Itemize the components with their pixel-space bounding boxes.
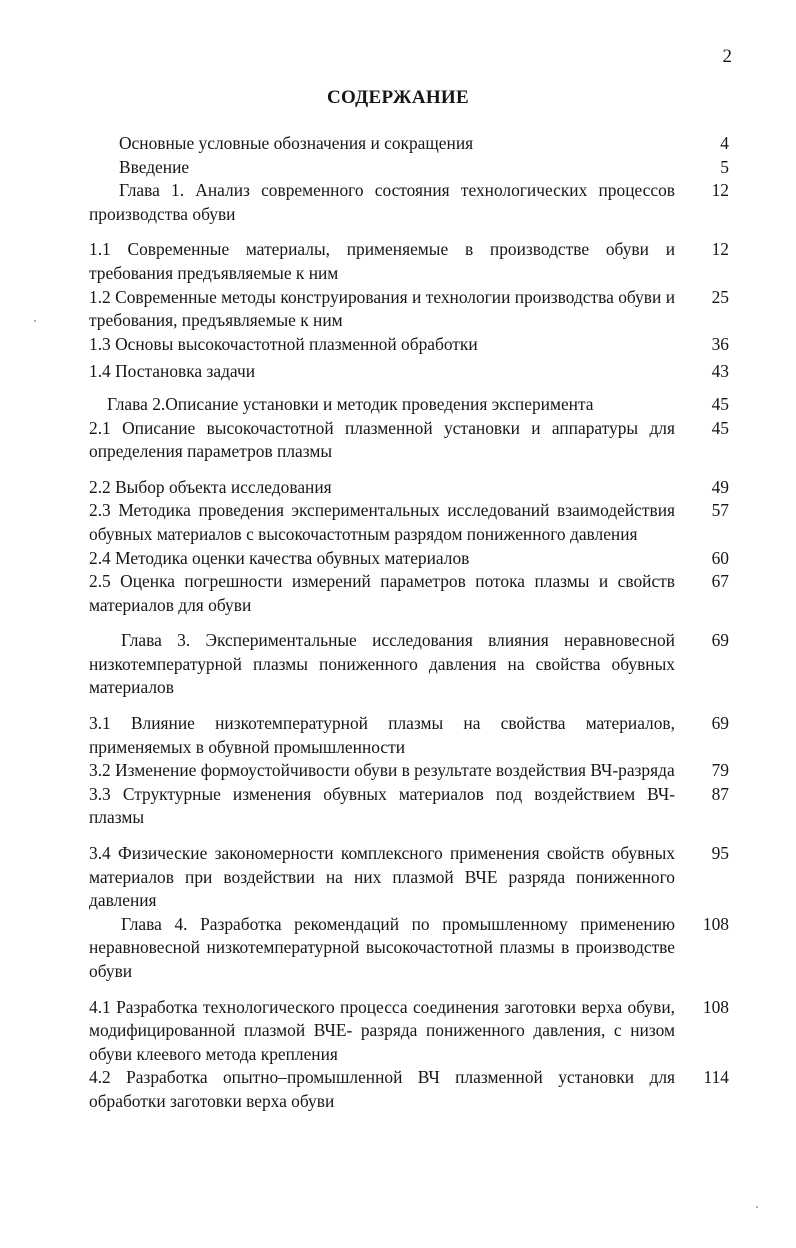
toc-entry-text: 1.1 Современные материалы, применяемые в производстве обуви и требования предъявляемые к ним [89, 239, 675, 283]
toc-entry-page: 79 [711, 760, 729, 781]
toc-entry-3-4 [89, 842, 729, 913]
toc-entry-introduction [89, 156, 729, 180]
table-of-contents [89, 132, 729, 1114]
toc-entry-page: 67 [711, 571, 729, 592]
toc-entry-page: 36 [711, 333, 729, 354]
scan-speck [34, 320, 36, 322]
toc-entry-page: 69 [711, 713, 729, 734]
toc-entry-4-2 [89, 1066, 729, 1113]
toc-entry-page: 5 [720, 156, 729, 177]
toc-entry-2-3 [89, 499, 729, 546]
toc-entry-1-3 [89, 333, 729, 357]
toc-entry-text: 2.1 Описание высокочастотной плазменной установки и аппаратуры для определения параметров плазмы [89, 417, 675, 462]
toc-entry-text: 2.4 Методика оценки качества обувных материалов [89, 547, 470, 568]
toc-entry-page: 114 [703, 1067, 729, 1088]
toc-entry-page: 49 [711, 476, 729, 497]
toc-entry-text: Основные условные обозначения и сокращения [119, 133, 474, 153]
toc-entry-text: Глава 4. Разработка рекомендаций по промышленному применению неравновесной низкотемпературной высокочастотной плазмы в производстве обуви [89, 913, 675, 981]
toc-entry-page: 12 [711, 180, 729, 201]
toc-entry-page: 108 [702, 996, 729, 1017]
toc-entry-text: 3.3 Структурные изменения обувных материалов под воздействием ВЧ-плазмы [89, 783, 675, 828]
toc-entry-chapter-1 [89, 179, 729, 226]
toc-entry-page: 4 [720, 133, 729, 153]
toc-entry-text: Глава 2.Описание установки и методик проведения эксперимента [107, 393, 594, 414]
page-number: 2 [722, 46, 732, 67]
toc-entry-text: Введение [119, 156, 190, 177]
page-title: СОДЕРЖАНИЕ [327, 87, 469, 108]
toc-entry-text: 3.1 Влияние низкотемпературной плазмы на свойства материалов, применяемых в обувной промышленности [89, 713, 675, 757]
toc-entry-abbreviations [89, 132, 729, 156]
toc-entry-2-5 [89, 570, 729, 617]
toc-entry-page: 45 [711, 393, 729, 414]
toc-entry-page: 108 [702, 913, 729, 934]
toc-entry-text: 2.2 Выбор объекта исследования [89, 476, 332, 497]
scan-speck [756, 1206, 758, 1208]
toc-entry-page: 25 [711, 286, 729, 307]
toc-entry-text: 4.1 Разработка технологического процесса соединения заготовки верха обуви, модифицированной плазмой ВЧЕ- разряда пониженного давления, с низом обуви клеевого метода крепления [89, 996, 675, 1064]
toc-entry-chapter-4 [89, 913, 729, 984]
toc-entry-text: Глава 3. Экспериментальные исследования влияния неравновесной низкотемпературной плазмы пониженного давления на свойства обувных материалов [89, 630, 675, 698]
toc-entry-text: 2.3 Методика проведения экспериментальных исследований взаимодействия обувных материалов с высокочастотным разрядом пониженного давления [89, 500, 675, 544]
toc-entry-text: 1.3 Основы высокочастотной плазменной обработки [89, 333, 478, 354]
toc-entry-text: 3.2 Изменение формоустойчивости обуви в результате воздействия ВЧ-разряда [89, 760, 675, 781]
toc-entry-page: 95 [711, 843, 729, 864]
toc-entry-1-4 [89, 360, 729, 384]
toc-entry-3-3 [89, 783, 729, 830]
toc-entry-text: 4.2 Разработка опытно–промышленной ВЧ плазменной установки для обработки заготовки верха обуви [89, 1067, 675, 1111]
toc-entry-text: 1.2 Современные методы конструирования и технологии производства обуви и требования, предъявляемые к ним [89, 286, 675, 331]
toc-entry-page: 43 [711, 361, 729, 382]
toc-entry-3-2 [89, 759, 729, 783]
toc-entry-text: 2.5 Оценка погрешности измерений параметров потока плазмы и свойств материалов для обуви [89, 571, 675, 615]
toc-entry-2-4 [89, 547, 729, 571]
toc-entry-page: 45 [711, 417, 729, 438]
toc-entry-page: 60 [711, 547, 729, 568]
toc-entry-chapter-3 [89, 629, 729, 700]
toc-entry-1-2 [89, 286, 729, 333]
toc-entry-text: 3.4 Физические закономерности комплексного применения свойств обувных материалов при воздействии на них плазмой ВЧЕ разряда пониженного давления [89, 843, 675, 911]
toc-entry-2-1 [89, 417, 729, 464]
toc-entry-page: 69 [711, 630, 729, 651]
toc-entry-page: 12 [711, 239, 729, 260]
toc-entry-page: 87 [711, 783, 729, 804]
toc-entry-page: 57 [711, 500, 729, 521]
toc-entry-1-1 [89, 238, 729, 285]
toc-entry-chapter-2 [89, 393, 729, 417]
toc-entry-text: Глава 1. Анализ современного состояния технологических процессов производства обуви [89, 180, 675, 224]
toc-entry-2-2 [89, 476, 729, 500]
toc-entry-4-1 [89, 996, 729, 1067]
toc-entry-3-1 [89, 712, 729, 759]
toc-entry-text: 1.4 Постановка задачи [89, 361, 256, 382]
